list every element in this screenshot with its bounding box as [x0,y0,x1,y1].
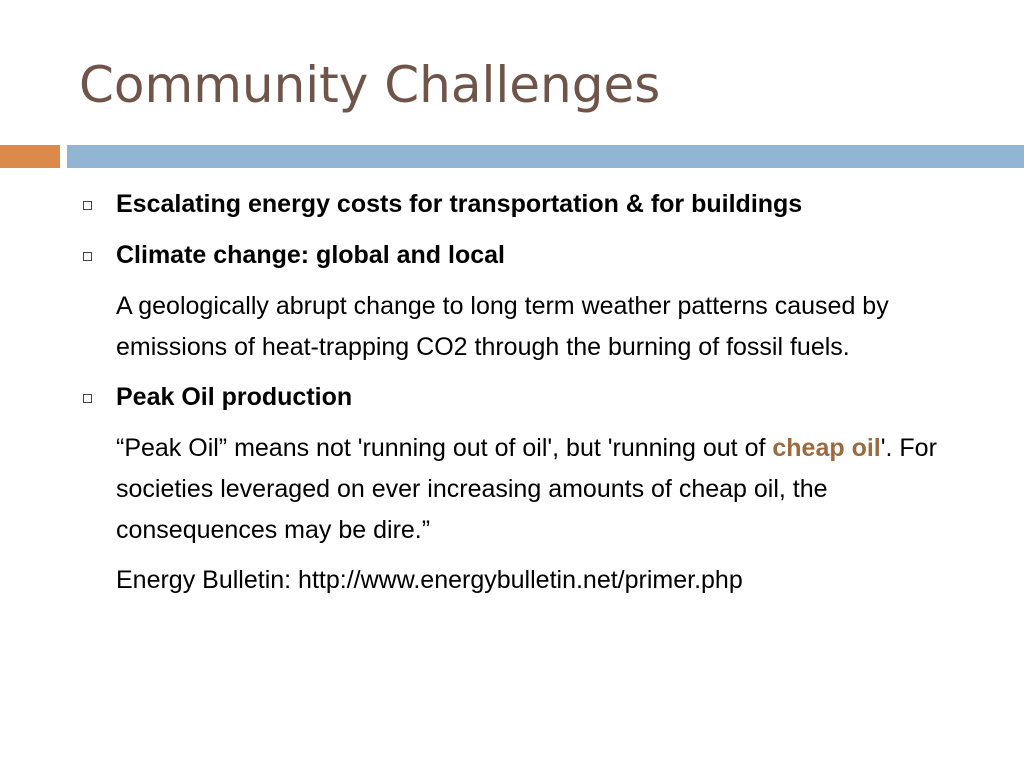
bullet-text: Climate change: global and local [116,241,505,269]
bullet-text: Escalating energy costs for transportation & for buildings [116,190,803,218]
header-bar [67,145,1024,168]
slide-body [79,184,959,610]
source-line: Energy Bulletin: http://www.energybulletin.net/primer.php [116,566,743,594]
quote-highlight: cheap oil [772,434,881,462]
quote-part-1: “Peak Oil” means not 'running out of oil', but 'running out of [116,434,773,462]
square-bullet-icon [83,394,92,403]
slide-title: Community Challenges [79,56,661,114]
square-bullet-icon [83,252,92,261]
bullet-item [79,184,959,225]
square-bullet-icon [83,201,92,210]
peak-oil-quote [79,428,959,551]
bullet-item [79,377,959,418]
bullet-text: Peak Oil production [116,383,353,411]
bullet-item [79,235,959,276]
climate-paragraph: A geologically abrupt change to long term weather patterns caused by emissions of heat-trapping CO2 through the burning of fossil fuels. [116,292,889,361]
accent-bar [0,145,60,168]
quote-part-2: '. For societies leveraged on ever increasing amounts of cheap oil, the consequences may be dire.” [116,434,937,544]
